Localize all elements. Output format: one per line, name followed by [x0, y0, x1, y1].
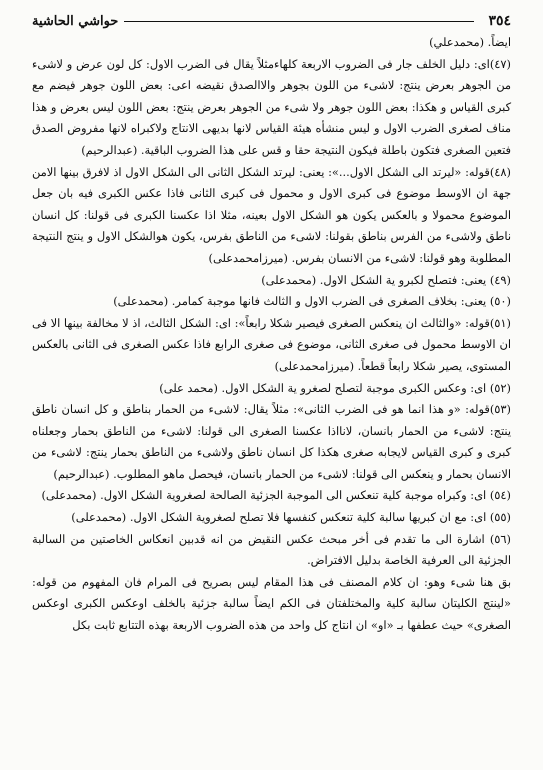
running-title: حواشي الحاشية [32, 13, 119, 29]
footnotes-body [32, 32, 511, 637]
page-number: ٣٥٤ [488, 13, 511, 29]
closing-paragraph: بق هنا شىء وهو: ان كلام المصنف فى هذا المقام ليس بصريح فى المرام فان المفهوم من قوله: «لينتج الكليتان سالبة كلية والمختلفتان فى الكم ايضاً سالبة جزئية بالخلف اوعكس الكبرى اوعكس الصغرى» حيث عطفها بـ «او» ان انتاج كل واحد من هذه الضروب الاربعة بهذه التتابع ثابت بكل [32, 574, 511, 633]
note-56: (٥٦) اشارة الى ما تقدم فى أخر مبحث عكس النقيض من انه قدبين انعكاس الخاصتين من السالبة الجزئية الى العرفية الخاصة بدليل الافتراض. [32, 531, 511, 568]
page-header [32, 10, 511, 32]
note-49: (٤٩) يعنى: فتصلح لكبرو ية الشكل الاول. (محمدعلى) [261, 272, 511, 287]
note-51: (٥١)قوله: «والثالث ان ينعكس الصغرى فيصير شكلا رابعاً»: اى: الشكل الثالث، اذ لا مخالفة بينها الا فى ان الاوسط محمول فى صغرى الثانى، موضوع فى صغرى الرابع فاذا عكس الصغرى فى الثانى بالعكس المستوى، يصير شكلا رابعاً قطعاً. (ميرزامحمدعلى) [32, 315, 511, 373]
note-47: (٤٧)اى: دليل الخلف جار فى الضروب الاربعة كلهاءمثلاً يقال فى الضرب الاول: كل لون عرض و لاشىء من الجوهر بعرض ينتج: لاشىء من اللون بجوهر والاالصدق نقيضه اعى: بعض اللون جوهر فيضم مع كبرى القياس و هكذا: بعض اللون جوهر ولا شىء من الجوهر بعرض ينتج: بعض اللون ليس بعرض و هذا مناف لصغرى الضرب الاول و ليس منشأه هيئة القياس لانها بديهى الانتاج ولاكبراه لانها مفروض الصدق فتعين الصغرى فتكون باطلة فيكون النتيجة حقا و قس على هذا الضروب الباقية. (عبدالرحيم) [32, 56, 511, 157]
note-48: (٤٨)قوله: «ليرتد الى الشكل الاول...»: يعنى: ليرتد الشكل الثانى الى الشكل الاول اذ لافرق بينها الامن جهة ان الاوسط موضوع فى كبرى الاول و محمول فى كبرى الثانى فاذا عكس الكبرى فيه بان جعل الموضوع محمولا و بالعكس يكون هو الشكل الاول بعينه، مثلا اذا عكسنا الكبرى فى قولنا: كل انسان ناطق ولاشىء من الفرس بناطق بقولنا: لاشىء من الناطق بفرس، يكون هوالشكل الاول و ينتج النتيجة المطلوبة وهو قولنا: لاشىء من الانسان بفرس. (ميرزامحمدعلى) [32, 164, 511, 265]
header-rule [124, 21, 474, 22]
note-54: (٥٤) اى: وكبراه موجبة كلية تنعكس الى الموجبة الجزئية الصالحة لصغروية الشكل الاول. (محمدعلى) [41, 488, 511, 503]
note-50: (٥٠) يعنى: بخلاف الصغرى فى الضرب الاول و الثالث فانها موجبة كمامر. (محمدعلى) [113, 294, 511, 309]
note-continuation: ايضاً. (محمدعلي) [429, 35, 511, 49]
note-55: (٥٥) اى: مع ان كبريها سالبة كلية تنعكس كنفسها فلا تصلح لصغروية الشكل الاول. (محمدعلى) [71, 510, 511, 525]
note-52: (٥٢) اى: وعكس الكبرى موجبة لتصلح لصغرو ية الشكل الاول. (محمد على) [159, 380, 511, 395]
note-53: (٥٣)قوله: «و هذا انما هو فى الضرب الثانى»: مثلاً يقال: لاشىء من الحمار بناطق و كل انسان ناطق ينتج: لاشىء من الحمار بانسان، لانااذا عكسنا الصغرى الى قولنا: لاشىء من الناطق بحمار وجعلناه كبرى و كبرى القياس لايجابه صغرى هكذا كل انسان ناطق ولاشىء من الناطق بحمار ينتج: لاشىء من الانسان بحمار و ينعكس الى قولنا: لاشىء من الحمار بانسان، فيحصل ماهو المطلوب. (عبدالرحيم) [32, 402, 511, 481]
